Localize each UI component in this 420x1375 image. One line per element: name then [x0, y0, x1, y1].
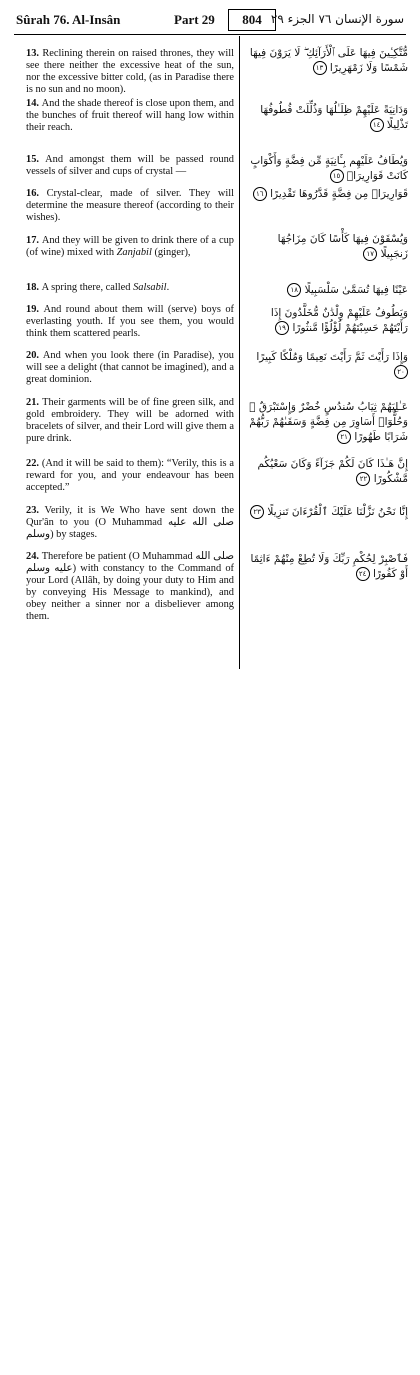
verse-end-marker: ١٧: [363, 247, 377, 261]
surah-title: Sûrah 76. Al-Insân: [16, 12, 121, 27]
verse-number: 22.: [26, 458, 42, 469]
verse-text-after: (ginger),: [151, 247, 191, 258]
verse-text: And when you look there (in Paradise), you will see a delight (that cannot be imagined), and a great dominion.: [26, 350, 235, 385]
verse-end-marker: ١٦: [253, 187, 267, 201]
verse-text: And they will be given to drink there of a cup (of wine) mixed with: [26, 235, 234, 258]
verse-end-marker: ٢١: [337, 430, 351, 444]
page-header: [14, 12, 406, 35]
verse-text-after: .: [166, 282, 170, 293]
part-label: Part 29: [174, 12, 215, 27]
verse-end-marker: ٢٢: [356, 472, 370, 486]
arabic-text: وَإِذَا رَأَيْتَ ثَمَّ رَأَيْتَ نَعِيمًا وَمُلْكًا كَبِيرًا: [256, 351, 408, 363]
verse-number: 16.: [26, 188, 47, 199]
verse-translation: [26, 304, 234, 340]
arabic-text: وَدَانِيَةً عَلَيْهِمْ ظِلَـٰلُهَا وَذُلِّلَتْ قُطُوفُهَا تَذْلِيلًا: [260, 104, 408, 131]
verse-arabic: [248, 505, 408, 520]
verse-number: 21.: [26, 397, 43, 408]
verse-arabic: [248, 457, 408, 487]
verse-arabic: [248, 103, 408, 133]
verse-arabic: [248, 187, 408, 202]
verse-translation: [26, 397, 234, 445]
verse-translation: [26, 551, 234, 623]
arabic-text: إِنَّا نَحْنُ نَزَّلْنَا عَلَيْكَ ٱلْقُرْءَانَ تَنزِيلًا: [264, 506, 408, 518]
verse-number: 14.: [26, 98, 42, 109]
arabic-text: إِنَّ هَـٰذَا كَانَ لَكُمْ جَزَآءً وَكَانَ سَعْيُكُم مَّشْكُورًا: [257, 458, 408, 485]
verse-number: 23.: [26, 505, 45, 516]
verse-arabic: [248, 552, 408, 582]
verse-text: Reclining therein on raised thrones, they will see there neither the excessive heat of the sun, nor the excessive bitter cold, (as in Paradise there is no sun and no moon).: [26, 48, 234, 95]
verse-translation: [26, 154, 234, 178]
verse-translation: [26, 282, 234, 294]
verse-arabic: [248, 283, 408, 298]
arabic-text: وَيَطُوفُ عَلَيْهِمْ وِلْدَٰنٌ مُّخَلَّدُونَ إِذَا رَأَيْتَهُمْ حَسِبْتَهُمْ لُؤْلُؤًا مَّنثُورًا: [270, 307, 408, 334]
arabic-text: قَوَارِيرَا۟ مِن فِضَّةٍ قَدَّرُوهَا تَقْدِيرًا: [266, 188, 408, 200]
verse-text: And the shade thereof is close upon them, and the bunches of fruit thereof will hang low within their reach.: [26, 98, 235, 133]
verse-number: 13.: [26, 48, 43, 59]
verse-number: 19.: [26, 304, 44, 315]
verse-italic-term: Salsabil: [133, 282, 167, 293]
arabic-text: مُّتَّكِـِٔينَ فِيهَا عَلَى ٱلْأَرَآئِكِ ۖ لَا يَرَوْنَ فِيهَا شَمْسًا وَلَا زَمْهَرِيرًا: [249, 47, 408, 74]
verse-end-marker: ١٣: [313, 61, 327, 75]
verse-text: A spring there, called: [41, 282, 134, 293]
verse-translation: [26, 235, 234, 259]
arabic-text: وَيُسْقَوْنَ فِيهَا كَأْسًا كَانَ مِزَاجُهَا زَنجَبِيلًا: [277, 233, 408, 260]
verse-arabic: [248, 306, 408, 336]
verse-arabic: [248, 400, 408, 445]
arabic-text: فَٱصْبِرْ لِحُكْمِ رَبِّكَ وَلَا تُطِعْ مِنْهُمْ ءَاثِمًا أَوْ كَفُورًا: [250, 553, 408, 580]
verse-translation: [26, 98, 234, 134]
verse-arabic: [248, 232, 408, 262]
verse-translation: [26, 458, 234, 494]
verse-text: (And it will be said to them): “Verily, this is a reward for you, and your endeavour has been accepted.”: [26, 458, 234, 493]
verse-translation: [26, 505, 234, 541]
verse-arabic: [248, 46, 408, 76]
verse-number: 15.: [26, 154, 46, 165]
verse-end-marker: ١٤: [370, 118, 384, 132]
verse-number: 24.: [26, 551, 42, 562]
verse-text: Their garments will be of fine green silk, and gold embroidery. They will be adorned with bracelets of silver, and their Lord will give them a pure drink.: [26, 397, 234, 444]
verse-end-marker: ١٩: [275, 321, 289, 335]
verse-number: 18.: [26, 282, 42, 293]
verse-end-marker: ١٥: [330, 169, 344, 183]
verse-arabic: [248, 154, 408, 184]
page-number: 804: [228, 9, 276, 31]
verse-arabic: [248, 350, 408, 380]
verse-translation: [26, 48, 234, 96]
verse-translation: [26, 350, 234, 386]
verse-text: And amongst them will be passed round vessels of silver and cups of crystal —: [26, 154, 234, 177]
verse-text: Therefore be patient (O Muhammad صلى الله عليه وسلم) with constancy to the Command of your Lord (Allâh, by doing your duty to Him and by conveying His Message to mankind), and obey neither a sinner nor a disbeliever among them.: [26, 551, 234, 622]
verse-end-marker: ٢٤: [356, 567, 370, 581]
verse-text: Crystal-clear, made of silver. They will determine the measure thereof (according to their wishes).: [26, 188, 234, 223]
arabic-text: وَيُطَافُ عَلَيْهِم بِـَٔانِيَةٍ مِّن فِضَّةٍ وَأَكْوَابٍ كَانَتْ قَوَارِيرَا۠: [250, 155, 408, 182]
arabic-text: عَيْنًا فِيهَا تُسَمَّىٰ سَلْسَبِيلًا: [301, 284, 408, 296]
verse-translation: [26, 188, 234, 224]
verse-end-marker: ١٨: [287, 283, 301, 297]
verse-number: 17.: [26, 235, 42, 246]
verse-end-marker: ٢٣: [250, 505, 264, 519]
verse-end-marker: ٢٠: [394, 365, 408, 379]
verse-text: Verily, it is We Who have sent down the Qur'ân to you (O Muhammad صلى الله عليه وسلم) by stages.: [26, 505, 235, 540]
arabic-header: سورة الإنسان ٧٦ الجزء ٢٩: [270, 12, 404, 26]
verse-number: 20.: [26, 350, 43, 361]
column-divider: [239, 36, 240, 669]
verse-italic-term: Zanjabil: [116, 247, 152, 258]
arabic-text: عَـٰلِيَهُمْ ثِيَابُ سُندُسٍ خُضْرٌ وَإِسْتَبْرَقٌ ۖ وَحُلُّوٓا۟ أَسَاوِرَ مِن فِضَّةٍ وَسَقَىٰهُمْ رَبُّهُمْ شَرَابًا طَهُورًا: [249, 401, 408, 443]
verse-text: And round about them will (serve) boys of everlasting youth. If you see them, you would think them scattered pearls.: [26, 304, 234, 339]
